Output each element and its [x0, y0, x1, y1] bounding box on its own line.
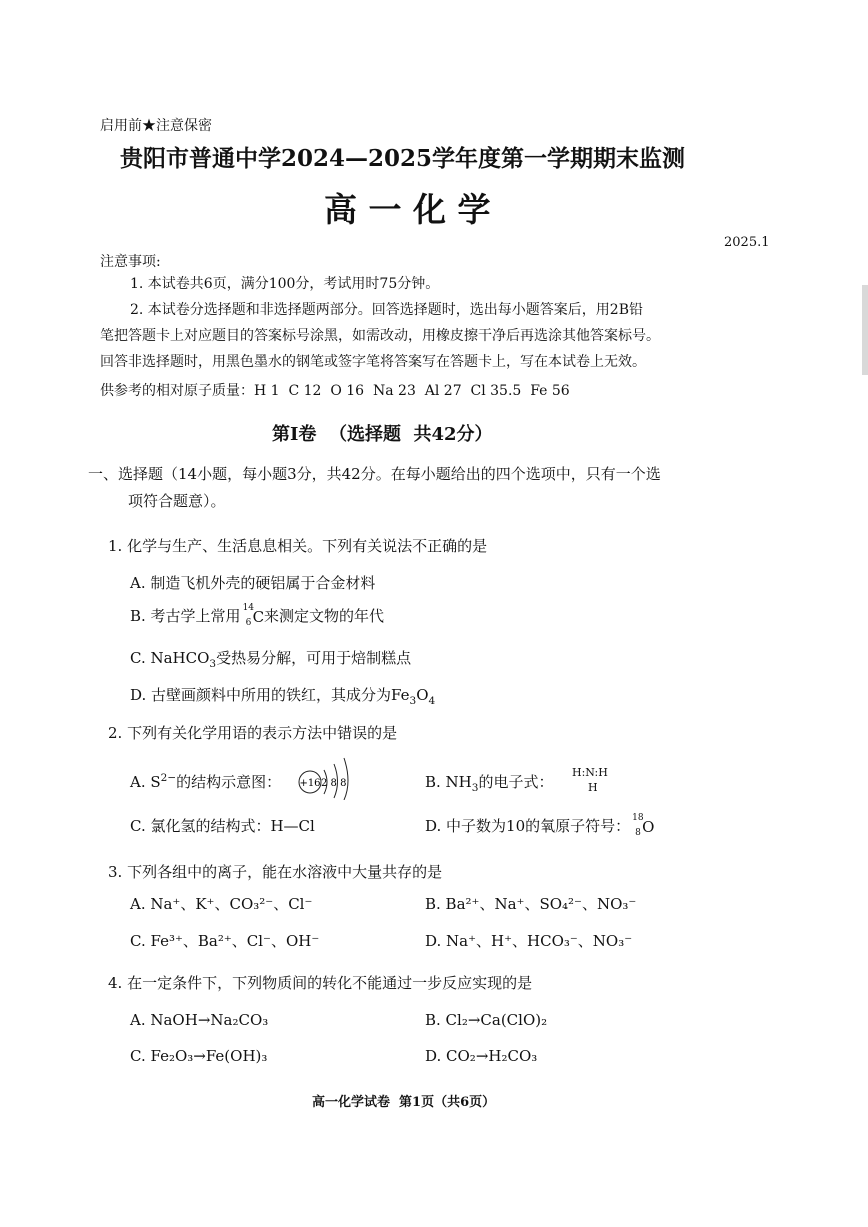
section-instruction-line-2: 项符合题意）。 [128, 492, 226, 510]
atomic-mass-line [100, 384, 570, 398]
secret-label: 启用前★注意保密 [100, 118, 212, 134]
section-title: 第Ⅰ卷 （选择题 共42分） [272, 424, 493, 445]
q3-option-b: B. Ba²⁺、Na⁺、SO₄²⁻、NO₃⁻ [425, 895, 637, 913]
subject-title: 高 一 化 学 [324, 190, 491, 229]
q1-option-a: A. 制造飞机外壳的硬铝属于合金材料 [130, 574, 376, 592]
q4-option-a: A. NaOH→Na₂CO₃ [130, 1011, 269, 1029]
electron-shells: 2 8 8 [321, 778, 347, 789]
notes-item-1: 1. 本试卷共6页，满分100分，考试用时75分钟。 [130, 276, 440, 292]
q2-option-c: C. 氯化氢的结构式：H—Cl [130, 817, 315, 835]
q4-option-c: C. Fe₂O₃→Fe(OH)₃ [130, 1047, 268, 1065]
q1-option-c: C. NaHCO$_3$受热易分解，可用于焙制糕点 [130, 649, 412, 670]
q4-option-d: D. CO₂→H₂CO₃ [425, 1047, 538, 1065]
nucleus-charge: +16 [299, 778, 321, 789]
exam-title: 贵阳市普通中学2024—2025学年度第一学期期末监测 [120, 145, 686, 172]
q2-stem: 2. 下列有关化学用语的表示方法中错误的是 [108, 724, 398, 742]
q1-option-b: B. 考古学上常用 14 6 C来测定文物的年代 [130, 602, 385, 628]
q2-option-d: D. 中子数为10的氧原子符号： 18 8 O [425, 812, 655, 838]
notes-item-2-line-1: 2. 本试卷分选择题和非选择题两部分。回答选择题时，选出每小题答案后，用2B铅 [130, 302, 644, 318]
q1-stem: 1. 化学与生产、生活息息相关。下列有关说法不正确的是 [108, 537, 488, 555]
page-footer: 高一化学试卷 第1页（共6页） [312, 1095, 496, 1110]
q2-option-b: B. $NH_3$的电子式： [425, 773, 554, 794]
exam-date: 2025.1 [724, 235, 770, 250]
q3-option-c: C. Fe³⁺、Ba²⁺、Cl⁻、OH⁻ [130, 932, 320, 950]
ammonia-lewis-top: H:N:H [572, 766, 608, 779]
q4-option-b: B. Cl₂→Ca(ClO)₂ [425, 1011, 548, 1029]
notes-item-2-line-2: 笔把答题卡上对应题目的答案标号涂黑，如需改动，用橡皮擦干净后再选涂其他答案标号。 [100, 328, 660, 344]
q3-stem: 3. 下列各组中的离子，能在水溶液中大量共存的是 [108, 863, 443, 881]
notes-heading: 注意事项: [100, 254, 161, 270]
scan-edge-shadow [862, 285, 868, 375]
q2-option-a: A. $S^{2-}$的结构示意图： [130, 772, 282, 791]
q3-option-a: A. Na⁺、K⁺、CO₃²⁻、Cl⁻ [130, 895, 313, 913]
q1-option-d: D. 古壁画颜料中所用的铁红，其成分为$Fe_3O_4$ [130, 686, 436, 707]
carbon-14-symbol: 14 6 C [242, 602, 265, 628]
oxygen-18-symbol: 18 8 O [632, 812, 655, 838]
q4-stem: 4. 在一定条件下，下列物质间的转化不能通过一步反应实现的是 [108, 974, 533, 992]
atomic-mass-label: 供参考的相对原子质量： [100, 383, 254, 399]
notes-item-2-line-3: 回答非选择题时，用黑色墨水的钢笔或签字笔将答案写在答题卡上，写在本试卷上无效。 [100, 354, 646, 370]
section-instruction-line-1: 一、选择题（14小题，每小题3分，共42分。在每小题给出的四个选项中，只有一个选 [88, 465, 661, 483]
q3-option-d: D. Na⁺、H⁺、HCO₃⁻、NO₃⁻ [425, 932, 633, 950]
atomic-mass-values: H 1 C 12 O 16 Na 23 Al 27 Cl 35.5 Fe 56 [254, 383, 570, 399]
sulfide-ion-structure-diagram [296, 752, 366, 800]
ammonia-lewis-bottom: H [588, 781, 598, 794]
